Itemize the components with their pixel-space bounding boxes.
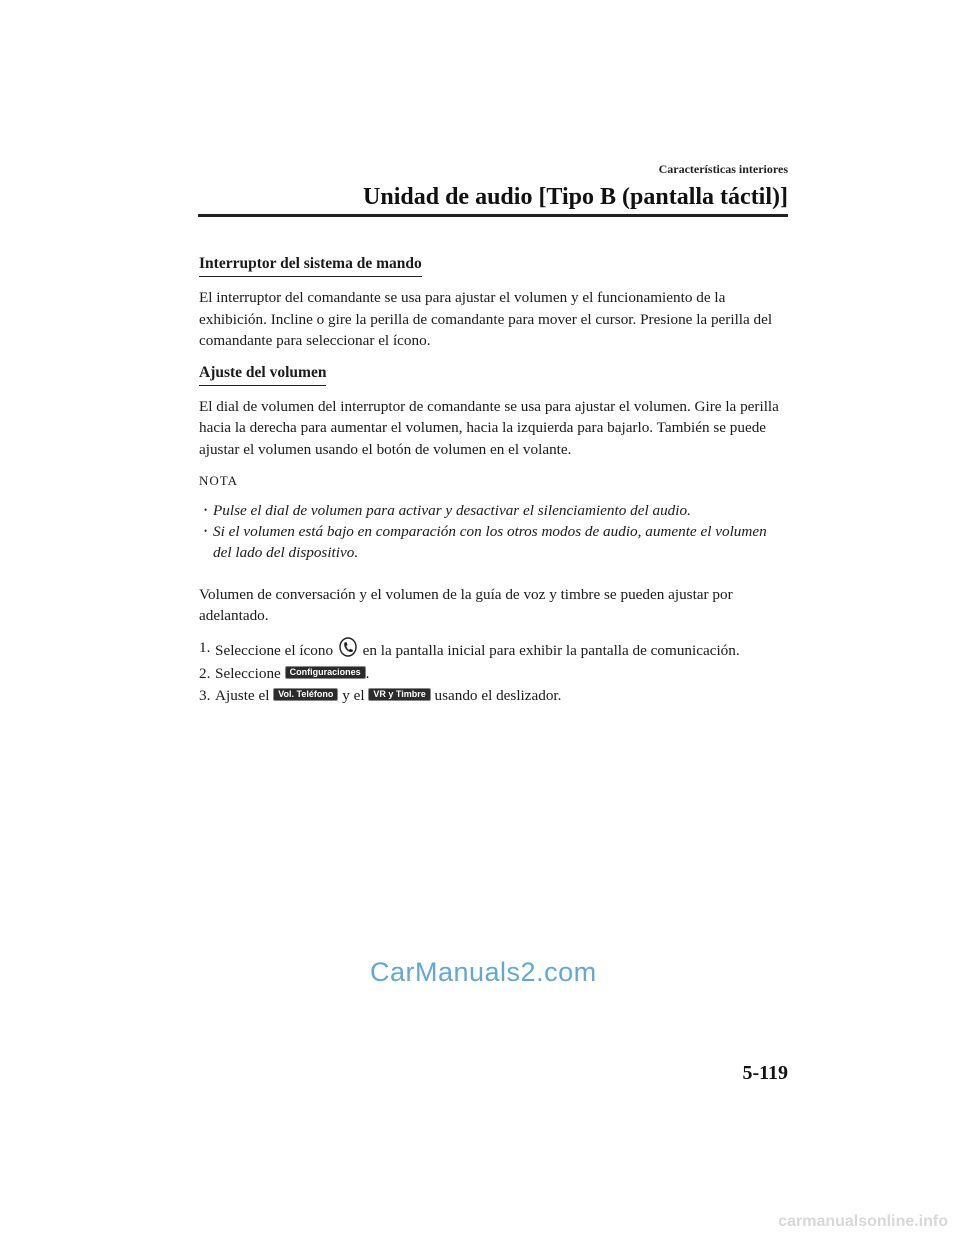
step-number: 3. (199, 686, 211, 704)
phone-icon (339, 637, 357, 663)
page-number: 5-119 (742, 1062, 788, 1084)
step-text: y el (342, 686, 365, 704)
watermark-logo: CarManuals2.com (370, 957, 597, 987)
note-item: • Si el volumen está bajo en comparación con los otros modos de audio, aumente el volumen del lado del dispositivo. (213, 521, 789, 564)
step-text: usando el deslizador. (434, 686, 562, 704)
heading-volume-adjust: Ajuste del volumen (199, 362, 326, 386)
section-label: Características interiores (658, 162, 788, 176)
footer-watermark: carmanualsonline.info (778, 1213, 948, 1230)
note-label: NOTA (199, 473, 239, 489)
vr-timbre-button-label: VR y Timbre (368, 688, 430, 701)
vol-telefono-button-label: Vol. Teléfono (273, 688, 338, 701)
note-list (199, 500, 789, 564)
heading-command-switch: Interruptor del sistema de mando (199, 253, 422, 277)
page-title: Unidad de audio [Tipo B (pantalla táctil)] (363, 184, 788, 210)
step-number: 1. (199, 638, 211, 656)
paragraph-command-switch: El interruptor del comandante se usa para ajustar el volumen y el funcionamiento de la exhibición. Incline o gire la perilla de comandante para mover el cursor. Presione la perilla del comandante para seleccionar el ícono. (199, 289, 773, 350)
step-text: Seleccione el ícono (215, 641, 334, 659)
step-item (199, 637, 789, 663)
step-number: 2. (199, 665, 211, 683)
steps-list (199, 637, 789, 706)
paragraph-volume-adjust: El dial de volumen del interruptor de comandante se usa para ajustar el volumen. Gire la perilla hacia la derecha para aumentar el volumen, hacia la izquierda para bajarlo. También se puede ajustar el volumen usando el botón de volumen en el volante. (199, 398, 779, 458)
step-item (199, 663, 789, 684)
configuraciones-button-label: Configuraciones (285, 666, 366, 679)
step-text: en la pantalla inicial para exhibir la pantalla de comunicación. (362, 641, 740, 659)
paragraph-voice-volume: Volumen de conversación y el volumen de la guía de voz y timbre se pueden ajustar por adelantado. (199, 585, 733, 625)
step-text: . (365, 665, 370, 683)
step-item (199, 685, 789, 706)
step-text: Ajuste el (215, 686, 270, 704)
step-text: Seleccione (215, 665, 281, 683)
header-divider (198, 214, 788, 217)
note-item: • Pulse el dial de volumen para activar y desactivar el silenciamiento del audio. (213, 500, 789, 521)
main-content (199, 253, 789, 706)
